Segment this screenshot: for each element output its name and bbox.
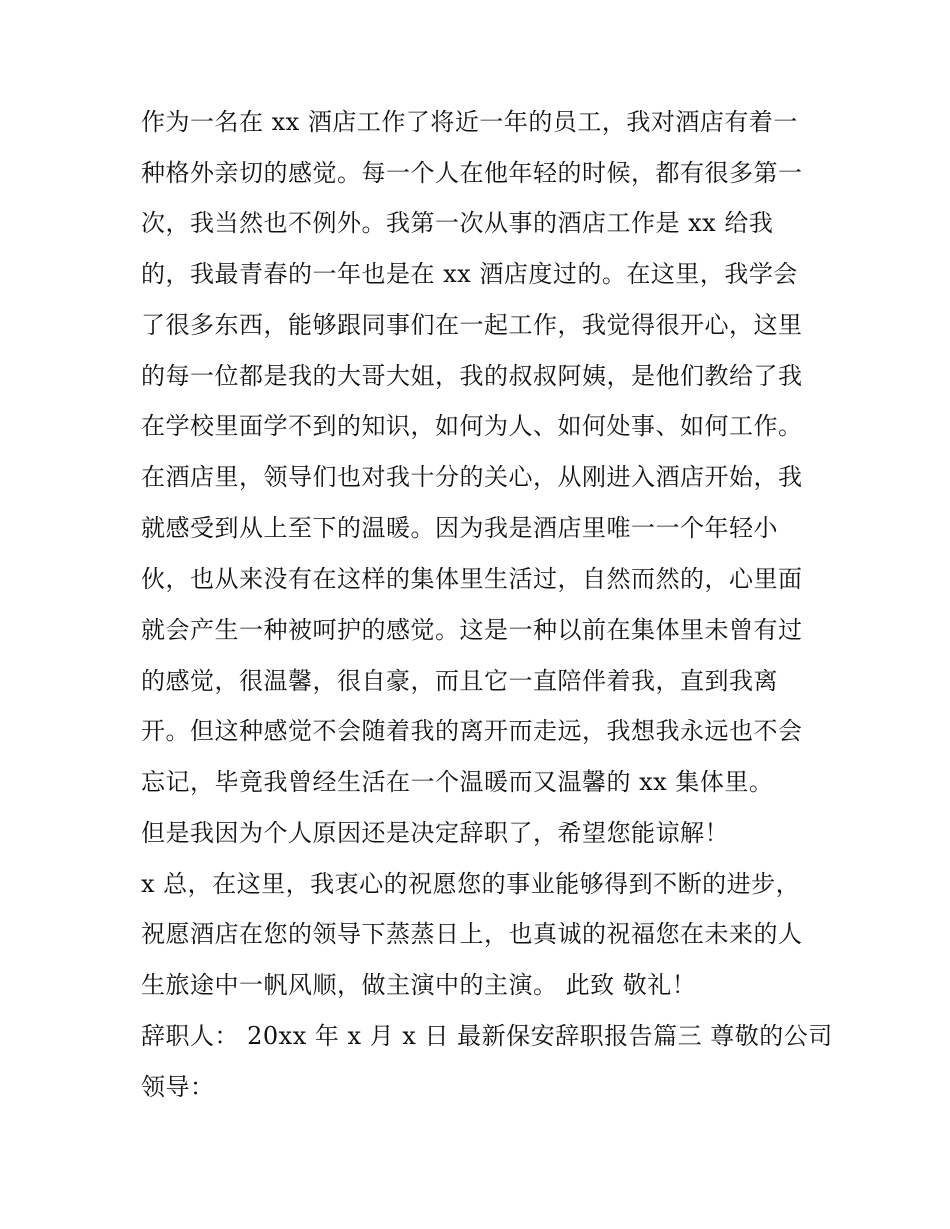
text-line-12: 的感觉，很温馨，很自豪，而且它一直陪伴着我，直到我离 (141, 667, 778, 695)
text-line-8: 在酒店里，领导们也对我十分的关心，从刚进入酒店开始，我 (141, 463, 803, 491)
text-line-13: 开。但这种感觉不会随着我的离开而走远，我想我永远也不会 (141, 717, 803, 745)
text-line-15: 但是我因为个人原因还是决定辞职了，希望您能谅解！ (141, 819, 729, 847)
text-line-19: 辞职人： 20xx 年 x 月 x 日 最新保安辞职报告篇三 尊敬的公司 (141, 1022, 833, 1050)
text-line-20: 领导： (141, 1073, 215, 1101)
text-line-1: 作为一名在 xx 酒店工作了将近一年的员工，我对酒店有着一 (141, 108, 798, 136)
text-line-3: 次，我当然也不例外。我第一次从事的酒店工作是 xx 给我 (141, 209, 774, 237)
text-line-14: 忘记，毕竟我曾经生活在一个温暖而又温馨的 xx 集体里。 (141, 768, 774, 796)
text-line-18: 生旅途中一帆风顺，做主演中的主演。 此致 敬礼！ (141, 971, 697, 999)
text-line-10: 伙，也从来没有在这样的集体里生活过，自然而然的，心里面 (141, 565, 803, 593)
text-line-6: 的每一位都是我的大哥大姐，我的叔叔阿姨，是他们教给了我 (141, 362, 803, 390)
text-line-11: 就会产生一种被呵护的感觉。这是一种以前在集体里未曾有过 (141, 616, 803, 644)
text-line-4: 的，我最青春的一年也是在 xx 酒店度过的。在这里，我学会 (141, 260, 798, 288)
text-line-9: 就感受到从上至下的温暖。因为我是酒店里唯一一个年轻小 (141, 514, 778, 542)
text-line-16: x 总，在这里，我衷心的祝愿您的事业能够得到不断的进步， (141, 870, 801, 898)
text-line-7: 在学校里面学不到的知识，如何为人、如何处事、如何工作。 (141, 412, 803, 440)
text-line-2: 种格外亲切的感觉。每一个人在他年轻的时候，都有很多第一 (141, 159, 803, 187)
text-line-5: 了很多东西，能够跟同事们在一起工作，我觉得很开心，这里 (141, 311, 803, 339)
text-line-17: 祝愿酒店在您的领导下蒸蒸日上，也真诚的祝福您在未来的人 (141, 920, 803, 948)
